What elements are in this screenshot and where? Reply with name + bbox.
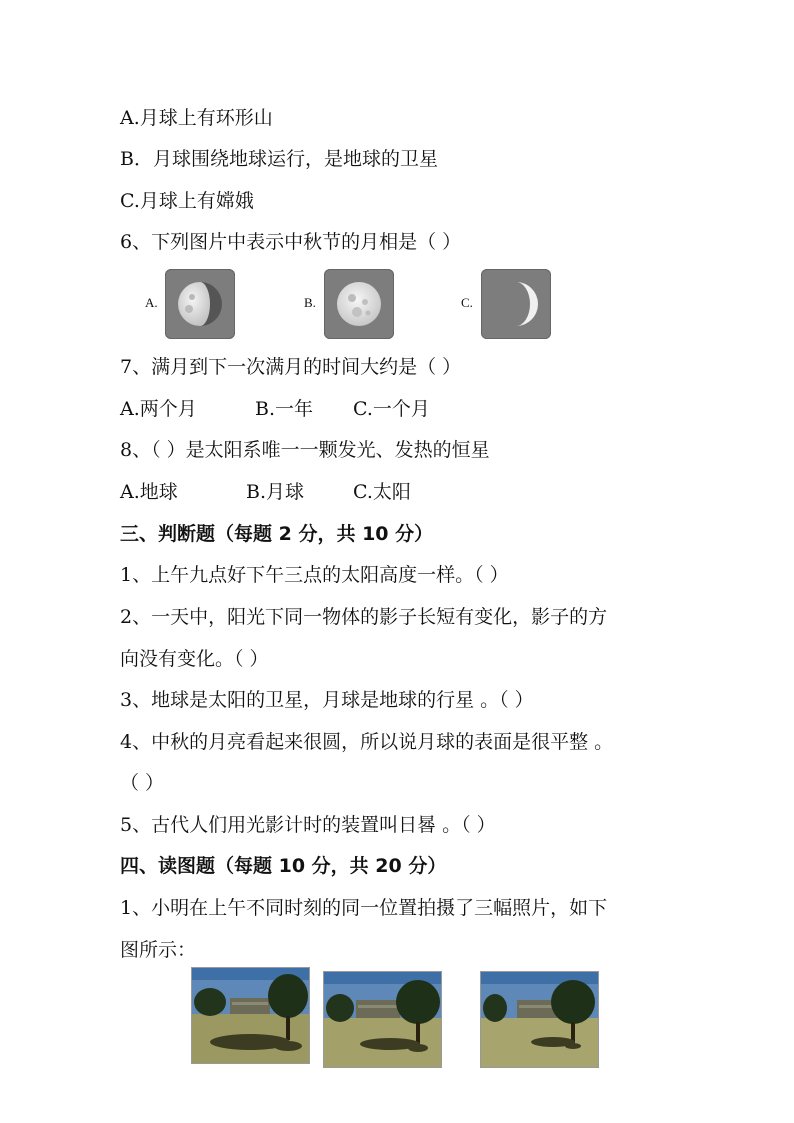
q7-stem: 7、满月到下一次满月的时间大约是（ ） [120, 356, 462, 378]
q7-option-a: A.两个月 [120, 398, 197, 420]
q8-options [120, 480, 411, 504]
section3-item-5: 5、古代人们用光影计时的装置叫日晷 。（ ） [120, 814, 496, 836]
section3-item-3: 3、地球是太阳的卫星，月球是地球的行星 。（ ） [120, 689, 534, 711]
q7-option-c: C.一个月 [353, 398, 430, 420]
section4-q1-line1: 1、小明在上午不同时刻的同一位置拍摄了三幅照片，如下 [120, 897, 608, 919]
section4-title: 四、读图题（每题 10 分，共 20 分） [120, 855, 447, 877]
q7-option-b: B.一年 [255, 398, 314, 420]
q8-option-c: C.太阳 [353, 481, 411, 503]
q7-options [120, 397, 430, 421]
moon-full-image [324, 269, 394, 339]
q6-option-c-label: C. [461, 295, 473, 310]
q6-stem: 6、下列图片中表示中秋节的月相是（ ） [120, 231, 462, 253]
section3-item-4-line2: （ ） [120, 772, 165, 794]
moon-crescent-image [481, 269, 551, 339]
q8-option-a: A.地球 [120, 481, 178, 503]
q6-option-b-label: B. [304, 295, 316, 310]
section4-q1-line2: 图所示： [120, 939, 197, 961]
q5-option-b: B．月球围绕地球运行，是地球的卫星 [120, 148, 438, 170]
q8-stem: 8、（ ）是太阳系唯一一颗发光、发热的恒星 [120, 439, 490, 461]
q5-option-c: C.月球上有嫦娥 [120, 190, 254, 212]
q5-option-a: A.月球上有环形山 [120, 107, 273, 129]
section3-title: 三、判断题（每题 2 分，共 10 分） [120, 523, 434, 545]
q6-option-a-label: A. [145, 295, 158, 310]
q8-option-b: B.月球 [246, 481, 305, 503]
photo-1-image [191, 967, 310, 1064]
moon-gibbous-image [165, 269, 235, 339]
section3-item-2-line2: 向没有变化。（ ） [120, 648, 269, 670]
photo-3-image [480, 971, 599, 1068]
section3-item-1: 1、上午九点好下午三点的太阳高度一样。（ ） [120, 564, 509, 586]
section3-item-4-line1: 4、中秋的月亮看起来很圆，所以说月球的表面是很平整 。 [120, 731, 614, 753]
section3-item-2-line1: 2、一天中，阳光下同一物体的影子长短有变化，影子的方 [120, 606, 608, 628]
photo-2-image [323, 971, 442, 1068]
